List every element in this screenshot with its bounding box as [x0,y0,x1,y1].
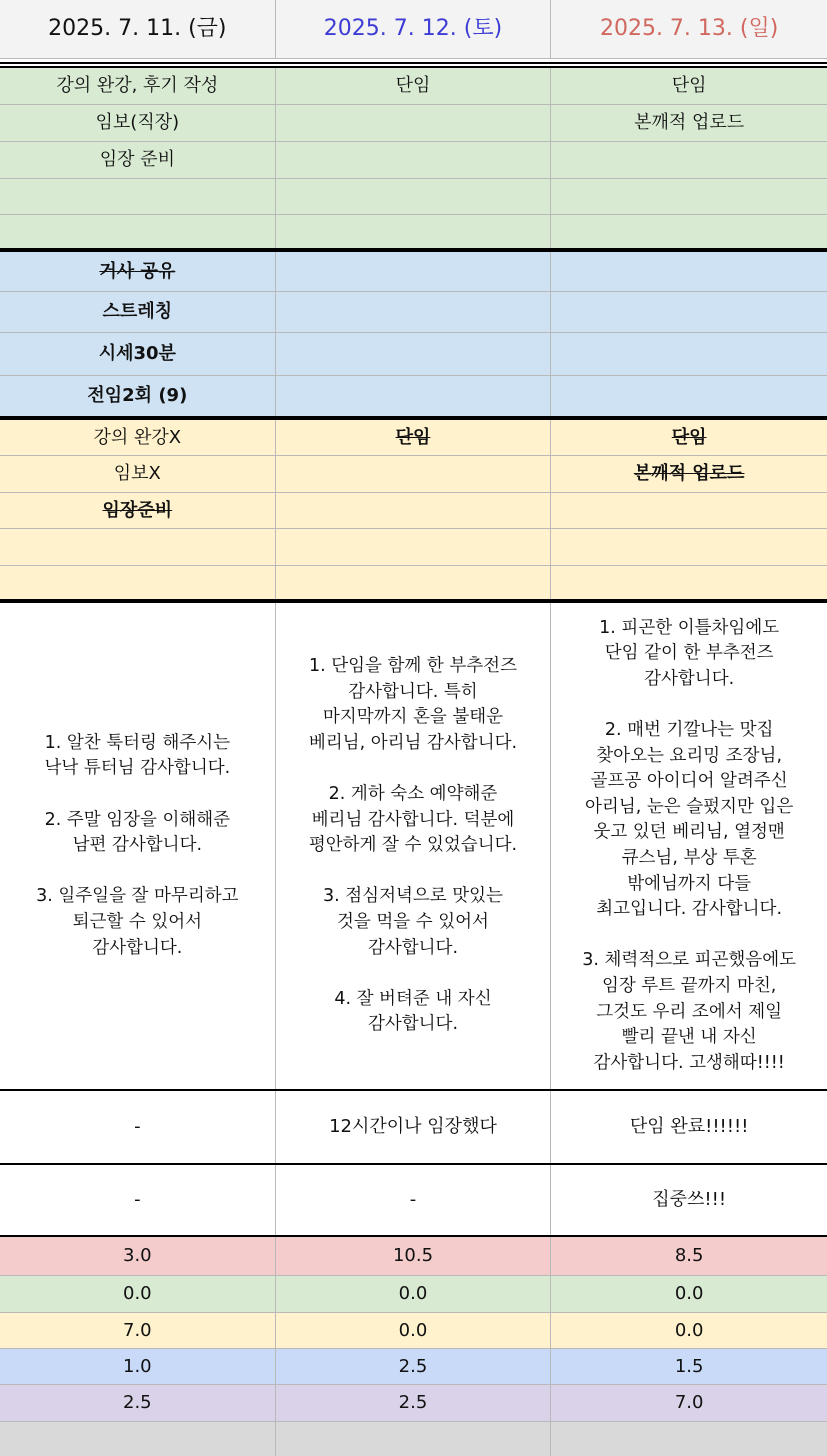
date-header-fri[interactable]: 2025. 7. 11. (금) [0,0,276,58]
done-cell[interactable]: 단임 [671,426,707,448]
hours-row [0,1385,827,1421]
hours-cell[interactable]: 1.5 [674,1355,704,1377]
routine-cell[interactable] [276,252,552,291]
routine-cell[interactable] [551,376,827,416]
plan-cell[interactable] [0,179,276,214]
routine-cell[interactable] [276,376,552,416]
hours-cell[interactable]: 2.5 [276,1349,552,1384]
routine-cell[interactable] [551,292,827,332]
plan-cell[interactable]: 강의 완강, 후기 작성 [0,68,276,104]
note-row [0,1091,827,1163]
note-cell[interactable]: 12시간이나 임장했다 [276,1091,552,1163]
routine-cell[interactable] [551,333,827,375]
done-row [0,529,827,565]
done-cell[interactable] [276,456,552,492]
plan-row [0,215,827,249]
done-cell[interactable] [551,493,827,528]
hours-cell[interactable]: 2.5 [276,1385,552,1421]
empty-cell[interactable] [551,1422,827,1456]
hours-cell[interactable]: 7.0 [0,1313,276,1348]
note-cell[interactable]: - [276,1165,552,1235]
plan-cell[interactable] [551,215,827,249]
plan-row [0,68,827,104]
plan-cell[interactable] [276,215,552,249]
done-row [0,566,827,600]
plan-cell[interactable]: 임장 준비 [0,142,276,178]
done-row [0,493,827,528]
plan-cell[interactable]: 단임 [671,75,707,96]
done-cell[interactable]: 임보X [0,456,276,492]
done-row [0,456,827,492]
hours-cell[interactable]: 0.0 [674,1283,704,1304]
hours-cell[interactable]: 3.0 [0,1237,276,1275]
hours-cell[interactable]: 0.0 [674,1319,704,1341]
plan-cell[interactable] [551,142,827,178]
routine-cell[interactable]: 거사 공유 [0,252,276,291]
hours-row [0,1276,827,1312]
date-header-sat[interactable]: 2025. 7. 12. (토) [276,0,552,58]
hours-cell[interactable]: 2.5 [0,1385,276,1421]
plan-cell[interactable] [276,179,552,214]
routine-row [0,292,827,332]
note-cell[interactable]: 집중쓰!!! [652,1189,727,1210]
note-row [0,1165,827,1235]
plan-cell[interactable]: 본깨적 업로드 [634,112,745,133]
plan-row [0,142,827,178]
done-cell[interactable] [0,529,276,565]
hours-cell[interactable]: 0.0 [0,1276,276,1312]
plan-row [0,105,827,141]
plan-cell[interactable] [276,105,552,141]
done-cell[interactable] [276,529,552,565]
note-cell[interactable]: - [0,1165,276,1235]
hours-cell[interactable]: 8.5 [674,1245,704,1266]
done-cell[interactable]: 강의 완강X [0,420,276,455]
plan-cell[interactable]: 임보(직장) [0,105,276,141]
routine-row [0,333,827,375]
done-cell[interactable] [276,493,552,528]
routine-cell[interactable]: 스트레칭 [0,292,276,332]
gratitude-cell[interactable]: 1. 단임을 함께 한 부추전즈 감사합니다. 특히 마지막까지 혼을 불태운 베리님, 아리님 감사합니다. 2. 게하 숙소 예약해준 베리님 감사합니다. 덕분에 평안하게 잘 수 있었습니다. 3. 점심저녁으로 맛있는 것을 먹을 수 있어서 감사합니다. 4. 잘 버텨준 내 자신 감사합니다. [276,603,552,1089]
plan-row [0,179,827,214]
hours-cell[interactable]: 0.0 [276,1313,552,1348]
done-row [0,420,827,455]
routine-cell[interactable] [551,252,827,291]
routine-row [0,376,827,416]
hours-row [0,1237,827,1275]
hours-row [0,1349,827,1384]
empty-cell[interactable] [276,1422,552,1456]
done-cell[interactable] [276,566,552,600]
plan-cell[interactable] [276,142,552,178]
gratitude-cell[interactable]: 1. 피곤한 이틀차임에도 단임 같이 한 부추전즈 감사합니다. 2. 매번 기깔나는 맛집 찾아오는 요리밍 조장님, 골프공 아이디어 알려주신 아리님, 눈은 슬펐지만 입은 웃고 있던 베리님, 열정맨 큐스님, 부상 투혼 밖에님까지 다들 최고입니다. 감사합니다. 3. 체력적으로 피곤했음에도 임장 루트 끝까지 마친, 그것도 우리 조에서 제일 빨리 끝낸 내 자신 감사합니다. 고생해따!!!! [582,617,797,1073]
hours-cell[interactable]: 10.5 [276,1237,552,1275]
routine-cell[interactable] [276,292,552,332]
gratitude-cell[interactable]: 1. 알찬 툭터링 해주시는 낙낙 튜터님 감사합니다. 2. 주말 임장을 이해해준 남편 감사합니다. 3. 일주일을 잘 마무리하고 퇴근할 수 있어서 감사합니다. [0,603,276,1089]
done-cell[interactable] [551,529,827,565]
hours-cell[interactable]: 1.0 [0,1349,276,1384]
done-cell[interactable]: 임장준비 [0,493,276,528]
routine-row [0,252,827,291]
routine-cell[interactable]: 전임2회 (9) [0,376,276,416]
plan-cell[interactable]: 단임 [276,68,552,104]
plan-cell[interactable] [551,179,827,214]
note-cell[interactable]: - [0,1091,276,1163]
done-cell[interactable] [551,566,827,600]
note-cell[interactable]: 단임 완료!!!!!! [629,1116,749,1137]
hours-row [0,1313,827,1348]
date-header-row [0,0,827,58]
gratitude-row [0,603,827,1089]
date-header-sun[interactable]: 2025. 7. 13. (일) [551,0,827,58]
routine-cell[interactable] [276,333,552,375]
done-cell[interactable]: 단임 [276,420,552,455]
done-cell[interactable] [0,566,276,600]
hours-cell[interactable]: 0.0 [276,1276,552,1312]
empty-gray-row [0,1422,827,1456]
done-cell[interactable]: 본깨적 업로드 [633,463,745,484]
empty-cell[interactable] [0,1422,276,1456]
plan-cell[interactable] [0,215,276,249]
hours-cell[interactable]: 7.0 [674,1392,704,1413]
routine-cell[interactable]: 시세30분 [0,333,276,375]
